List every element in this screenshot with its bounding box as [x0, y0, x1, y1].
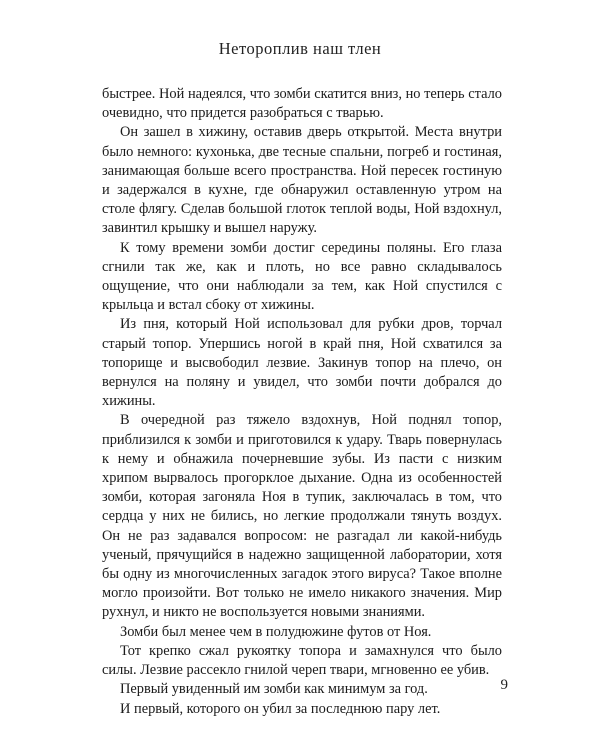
paragraph: В очередной раз тяжело вздохнув, Ной поднял топор, приблизился к зомби и приготовился к удару. Тварь повернулась к нему и обнажила почерневшие зубы. Из пасти с низким хрипом вырвалось прогорклое дыхание. Одна из особенностей зомби, которая загоняла Ноя в тупик, заключалась в том, что сердца у них не бились, но легкие продолжали тянуть воздух. Он не раз задавался вопросом: не разгадал ли какой-нибудь ученый, прячущийся в надежно защищенной лаборатории, хотя бы одну из многочисленных загадок этого вируса? Такое вполне могло произойти. Вот только не имело никакого значения. Мир рухнул, и никто не воспользуется новыми знаниями.: [102, 412, 502, 621]
page-number: 9: [500, 677, 508, 693]
paragraph: К тому времени зомби достиг середины поляны. Его глаза сгнили так же, как и плоть, но все равно складывалось ощущение, что они наблюдали за тем, как Ной спустился с крыльца и встал сбоку от хижины.: [102, 239, 502, 314]
body-text: [102, 85, 502, 719]
paragraph: быстрее. Ной надеялся, что зомби скатится вниз, но теперь стало очевидно, что придется разобраться с тварью.: [102, 86, 502, 122]
paragraph: Тот крепко сжал рукоятку топора и замахнулся что было силы. Лезвие рассекло гнилой череп твари, мгновенно ее убив.: [102, 642, 502, 679]
paragraph: Первый увиденный им зомби как минимум за год.: [120, 681, 428, 698]
paragraph: Он зашел в хижину, оставив дверь открытой. Места внутри было немного: кухонька, две тесные спальни, погреб и гостиная, занимающая больше всего пространства. Ной пересек гостиную и задержался в кухне, где обнаружил оставленную утром на столе флягу. Сделав большой глоток теплой воды, Ной вздохнул, завинтил крышку и вышел наружу.: [102, 124, 502, 237]
paragraph: Из пня, который Ной использовал для рубки дров, торчал старый топор. Упершись ногой в край пня, Ной схватился за топорище и высвободил лезвие. Закинув топор на плечо, он вернулся на поляну и увидел, что зомби почти добрался до хижины.: [102, 316, 502, 410]
running-header-title: Нетороплив наш тлен: [218, 39, 382, 58]
paragraph: И первый, которого он убил за последнюю пару лет.: [120, 700, 441, 717]
paragraph: Зомби был менее чем в полудюжине футов от Ноя.: [120, 623, 432, 640]
